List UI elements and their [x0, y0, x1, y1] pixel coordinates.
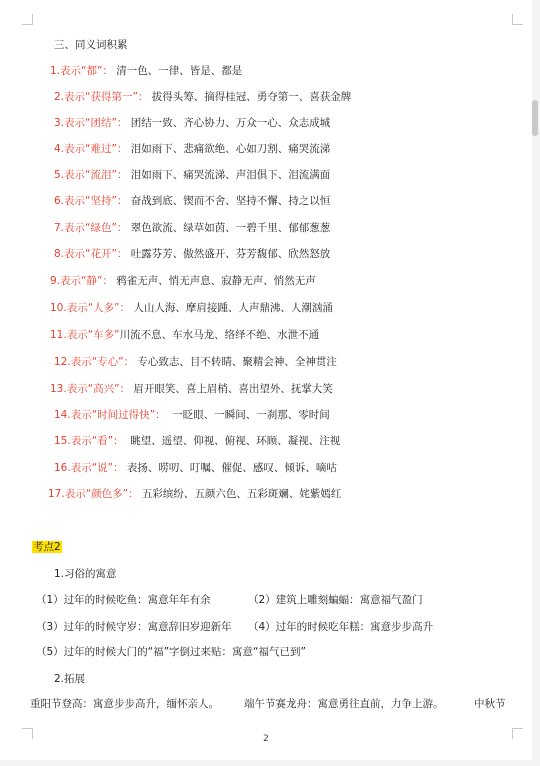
extension-item: 端午节赛龙舟：寓意勇往直前，力争上游。 — [244, 698, 444, 710]
synonym-text: 泪如雨下、痛哭流涕、声泪俱下、泪流满面 — [130, 169, 331, 181]
synonym-item — [54, 194, 330, 208]
synonym-label: 13.表示“高兴”： — [50, 383, 131, 395]
synonym-item — [50, 301, 333, 315]
extension-item: 重阳节登高：寓意步步高升，缅怀亲人。 — [30, 698, 219, 710]
synonym-item — [54, 142, 330, 156]
page-number: 2 — [263, 734, 269, 744]
synonym-text: 五彩缤纷、五颜六色、五彩斑斓、姹紫嫣红 — [141, 488, 342, 500]
synonym-item — [54, 434, 340, 448]
synonym-item — [54, 355, 337, 369]
synonym-label: 7.表示“绿色”： — [54, 222, 128, 234]
custom-item: （1）过年的时候吃鱼：寓意年年有余 — [36, 594, 211, 606]
synonym-label: 10.表示“人多”： — [50, 302, 131, 314]
synonym-label: 12.表示“专心”： — [54, 356, 135, 368]
synonym-text: 翠色欲流、绿草如茵、一碧千里、郁郁葱葱 — [130, 222, 331, 234]
custom-item: （4）过年的时候吃年糕：寓意步步高升 — [248, 621, 434, 633]
synonym-label: 11.表示“车多” — [50, 329, 120, 341]
synonym-text: 川流不息、车水马龙、络绎不绝、水泄不通 — [119, 329, 320, 341]
synonym-label: 6.表示“坚持”： — [54, 195, 128, 207]
synonym-text: 奋战到底、锲而不舍、坚持不懈、持之以恒 — [130, 195, 331, 207]
custom-item: （5）过年的时候大门的“福”字倒过来贴：寓意“福气已到” — [36, 646, 306, 658]
synonym-text: 眉开眼笑、喜上眉梢、喜出望外、抚掌大笑 — [133, 383, 333, 395]
synonym-item — [54, 90, 351, 104]
synonym-text: 眺望、遥望、仰视、俯视、环顾、凝视、注视 — [130, 435, 341, 447]
custom-item: （3）过年的时候守岁：寓意辞旧岁迎新年 — [36, 621, 232, 633]
synonym-item — [54, 168, 330, 182]
synonym-item — [54, 461, 337, 475]
synonym-item — [50, 274, 316, 288]
synonym-text: 表扬、唠叨、叮嘱、催促、感叹、倾诉、嘀咕 — [126, 462, 337, 474]
synonym-text: 专心致志、目不转睛、聚精会神、全神贯注 — [137, 356, 337, 368]
section-title: 三、同义词积累 — [54, 39, 128, 51]
synonym-label: 17.表示“颜色多”： — [48, 488, 139, 500]
scrollbar-thumb[interactable] — [532, 100, 538, 136]
synonym-item — [54, 221, 330, 235]
custom-item: （2）建筑上雕刻蝙蝠：寓意福气盈门 — [248, 594, 423, 606]
synonym-text: 吐露芬芳、傲然盛开、芬芳馥郁、欣然怒放 — [130, 248, 331, 260]
synonym-item — [50, 64, 242, 78]
synonym-text: 团结一致、齐心协力、万众一心、众志成城 — [130, 117, 331, 129]
synonym-text: 泪如雨下、悲痛欲绝、心如刀割、痛哭流涕 — [130, 143, 331, 155]
synonym-item — [54, 408, 330, 422]
synonym-label: 9.表示“静”： — [50, 275, 113, 287]
synonym-label: 15.表示“看”： — [54, 435, 124, 447]
page-corner-mark — [512, 14, 523, 25]
synonym-text: 一眨眼、一瞬间、一刹那、零时间 — [172, 409, 330, 421]
synonym-text: 鸦雀无声、悄无声息、寂静无声、悄然无声 — [116, 275, 316, 287]
synonym-item — [50, 328, 319, 342]
synonym-label: 1.表示“都”： — [50, 65, 113, 77]
synonym-label: 3.表示“团结”： — [54, 117, 128, 129]
highlighted-heading: 考点2 — [33, 541, 61, 553]
synonym-label: 5.表示“流泪”： — [54, 169, 128, 181]
kaodian-heading — [32, 540, 62, 554]
extension-item: 中秋节 — [474, 698, 506, 710]
synonym-text: 拔得头筹、摘得桂冠、勇夺第一、喜获金牌 — [151, 91, 352, 103]
page-corner-mark — [22, 14, 33, 25]
synonym-label: 2.表示“获得第一”： — [54, 91, 149, 103]
subheading: 2.拓展 — [54, 673, 86, 685]
synonym-item — [54, 116, 330, 130]
synonym-text: 清一色、一律、皆是、都是 — [116, 65, 243, 77]
synonym-item — [54, 247, 330, 261]
synonym-label: 4.表示“难过”： — [54, 143, 128, 155]
subheading: 1.习俗的寓意 — [54, 568, 117, 580]
synonym-text: 人山人海、摩肩接踵、人声鼎沸、人潮汹涌 — [133, 302, 333, 314]
synonym-item — [48, 487, 341, 501]
synonym-item — [50, 382, 333, 396]
synonym-label: 16.表示“说”： — [54, 462, 124, 474]
synonym-label: 8.表示“花开”： — [54, 248, 128, 260]
synonym-label: 14.表示“时间过得快”： — [54, 409, 166, 421]
